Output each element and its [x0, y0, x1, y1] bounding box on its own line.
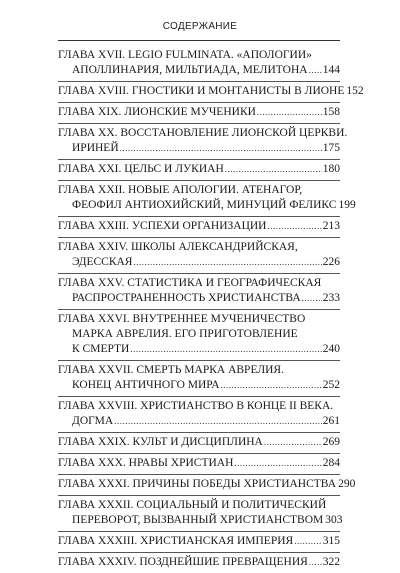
toc-page-number: 290: [338, 478, 356, 490]
toc-entry-title: АПОЛЛИНАРИЯ, МИЛЬТИАДА, МЕЛИТОНА: [72, 64, 308, 76]
toc-entry-line: [58, 363, 340, 378]
toc-entry-title: КОНЕЦ АНТИЧНОГО МИРА: [72, 379, 220, 391]
toc-entry: [58, 309, 340, 360]
header-rule: [58, 40, 340, 41]
toc-entry-title: ГЛАВА XXI. ЦЕЛЬС И ЛУКИАН: [58, 163, 224, 175]
table-of-contents: [58, 46, 364, 573]
dot-leader: [234, 456, 321, 471]
toc-entry-title: ГЛАВА XXVII. СМЕРТЬ МАРКА АВРЕЛИЯ.: [58, 364, 284, 376]
toc-entry-title: РАСПРОСТРАНЕННОСТЬ ХРИСТИАНСТВА: [72, 292, 301, 304]
toc-entry-title: ГЛАВА XXVIII. ХРИСТИАНСТВО В КОНЦЕ II ВЕКА.: [58, 400, 334, 412]
toc-entry-line: [58, 162, 340, 177]
toc-entry: [58, 552, 340, 573]
toc-entry-line: [58, 435, 340, 450]
toc-page-number: 233: [322, 292, 340, 304]
toc-page-number: 180: [322, 163, 340, 175]
dot-leader: [302, 291, 322, 306]
toc-entry-line: [58, 219, 340, 234]
toc-page-number: 303: [325, 514, 343, 526]
toc-entry-line: [58, 276, 340, 291]
toc-page-number: 284: [322, 457, 340, 469]
toc-entry-line: [58, 513, 343, 528]
toc-entry: [58, 81, 364, 102]
toc-entry: [58, 159, 340, 180]
dot-leader: [133, 255, 321, 270]
toc-entry-title: ГЛАВА XXX. НРАВЫ ХРИСТИАН: [58, 457, 234, 469]
toc-entry-title: ГЛАВА XXII. НОВЫЕ АПОЛОГИИ. АТЕНАГОР,: [58, 184, 303, 196]
toc-entry-line: [58, 378, 340, 393]
toc-entry-title: ГЛАВА XVIII. ГНОСТИКИ И МОНТАНИСТЫ В ЛИОНЕ: [58, 85, 345, 97]
dot-leader: [221, 378, 322, 393]
toc-entry: [58, 453, 340, 474]
toc-entry: [58, 216, 340, 237]
toc-entry-line: [58, 456, 340, 471]
toc-entry-title: ФЕОФИЛ АНТИОХИЙСКИЙ, МИНУЦИЙ ФЕЛИКС: [72, 199, 337, 211]
toc-page-number: 144: [322, 64, 340, 76]
toc-entry-line: [58, 312, 340, 327]
toc-entry-title: ДОГМА: [72, 415, 114, 427]
toc-entry-title: ГЛАВА XVII. LEGIO FULMINATA. «АПОЛОГИИ»: [58, 49, 312, 61]
running-head: СОДЕРЖАНИЕ: [162, 21, 238, 32]
toc-entry-line: [58, 477, 356, 492]
toc-page-number: 158: [322, 106, 340, 118]
toc-entry-line: [58, 48, 340, 63]
toc-entry-title: ПЕРЕВОРОТ, ВЫЗВАННЫЙ ХРИСТИАНСТВОМ: [72, 514, 324, 526]
toc-page-number: 226: [322, 256, 340, 268]
toc-entry-title: ГЛАВА XXXII. СОЦИАЛЬНЫЙ И ПОЛИТИЧЕСКИЙ: [58, 499, 327, 511]
dot-leader: [294, 534, 322, 549]
toc-entry-line: [58, 63, 340, 78]
toc-entry-title: ГЛАВА XXIX. КУЛЬТ И ДИСЦИПЛИНА: [58, 436, 263, 448]
toc-page-number: 252: [322, 379, 340, 391]
toc-entry: [58, 180, 356, 216]
toc-entry-line: [58, 84, 364, 99]
toc-entry-title: ГЛАВА XXXI. ПРИЧИНЫ ПОБЕДЫ ХРИСТИАНСТВА: [58, 478, 337, 490]
toc-entry-line: [58, 498, 340, 513]
dot-leader: [130, 342, 321, 357]
toc-entry-title: ГЛАВА XXV. СТАТИСТИКА И ГЕОГРАФИЧЕСКАЯ: [58, 277, 322, 289]
toc-entry-line: [58, 198, 356, 213]
toc-page-number: 322: [322, 556, 340, 568]
toc-entry-line: [58, 291, 340, 306]
dot-leader: [120, 141, 322, 156]
toc-entry-title: К СМЕРТИ: [72, 343, 130, 355]
toc-entry-line: [58, 240, 340, 255]
toc-entry-line: [58, 141, 340, 156]
toc-entry-title: ИРИНЕЙ: [72, 142, 119, 154]
dot-leader: [225, 162, 322, 177]
toc-entry: [58, 123, 348, 159]
toc-entry-line: [58, 414, 340, 429]
toc-page-number: 261: [322, 415, 340, 427]
toc-entry-title: ЭДЕССКАЯ: [72, 256, 133, 268]
dot-leader: [257, 105, 322, 120]
toc-entry: [58, 46, 340, 81]
toc-page-number: 269: [322, 436, 340, 448]
toc-page-number: 240: [322, 343, 340, 355]
toc-entry-line: [58, 183, 340, 198]
toc-entry-title: ГЛАВА XXXIII. ХРИСТИАНСКАЯ ИМПЕРИЯ: [58, 535, 294, 547]
toc-entry: [58, 360, 340, 396]
toc-entry-title: ГЛАВА XXIV. ШКОЛЫ АЛЕКСАНДРИЙСКАЯ,: [58, 241, 298, 253]
toc-entry-line: [58, 555, 340, 570]
toc-entry-line: [58, 399, 340, 414]
toc-entry: [58, 237, 340, 273]
toc-entry-line: [58, 255, 340, 270]
toc-entry-title: ГЛАВА XXIII. УСПЕХИ ОРГАНИЗАЦИИ: [58, 220, 267, 232]
toc-entry-title: ГЛАВА XXVI. ВНУТРЕННЕЕ МУЧЕНИЧЕСТВО: [58, 313, 306, 325]
toc-entry: [58, 531, 340, 552]
dot-leader: [267, 219, 321, 234]
toc-page-number: 199: [338, 199, 356, 211]
dot-leader: [309, 63, 322, 78]
dot-leader: [309, 555, 322, 570]
toc-entry: [58, 273, 340, 309]
toc-entry: [58, 432, 340, 453]
toc-entry-line: [58, 327, 340, 342]
toc-entry-title: МАРКА АВРЕЛИЯ. ЕГО ПРИГОТОВЛЕНИЕ: [72, 328, 298, 340]
toc-entry-title: ГЛАВА XIX. ЛИОНСКИЕ МУЧЕНИКИ: [58, 106, 256, 118]
toc-entry-line: [58, 105, 340, 120]
dot-leader: [264, 435, 322, 450]
toc-entry-title: ГЛАВА XXXIV. ПОЗДНЕЙШИЕ ПРЕВРАЩЕНИЯ: [58, 556, 308, 568]
dot-leader: [114, 414, 322, 429]
toc-entry: [58, 396, 340, 432]
toc-entry-line: [58, 342, 340, 357]
toc-page-number: 175: [322, 142, 340, 154]
toc-entry-line: [58, 534, 340, 549]
toc-entry: [58, 102, 340, 123]
toc-entry: [58, 495, 343, 531]
toc-page-number: 152: [346, 85, 364, 97]
toc-entry: [58, 474, 356, 495]
toc-page-number: 315: [322, 535, 340, 547]
toc-entry-line: [58, 126, 348, 141]
toc-entry-title: ГЛАВА XX. ВОССТАНОВЛЕНИЕ ЛИОНСКОЙ ЦЕРКВИ.: [58, 127, 348, 139]
toc-page-number: 213: [322, 220, 340, 232]
